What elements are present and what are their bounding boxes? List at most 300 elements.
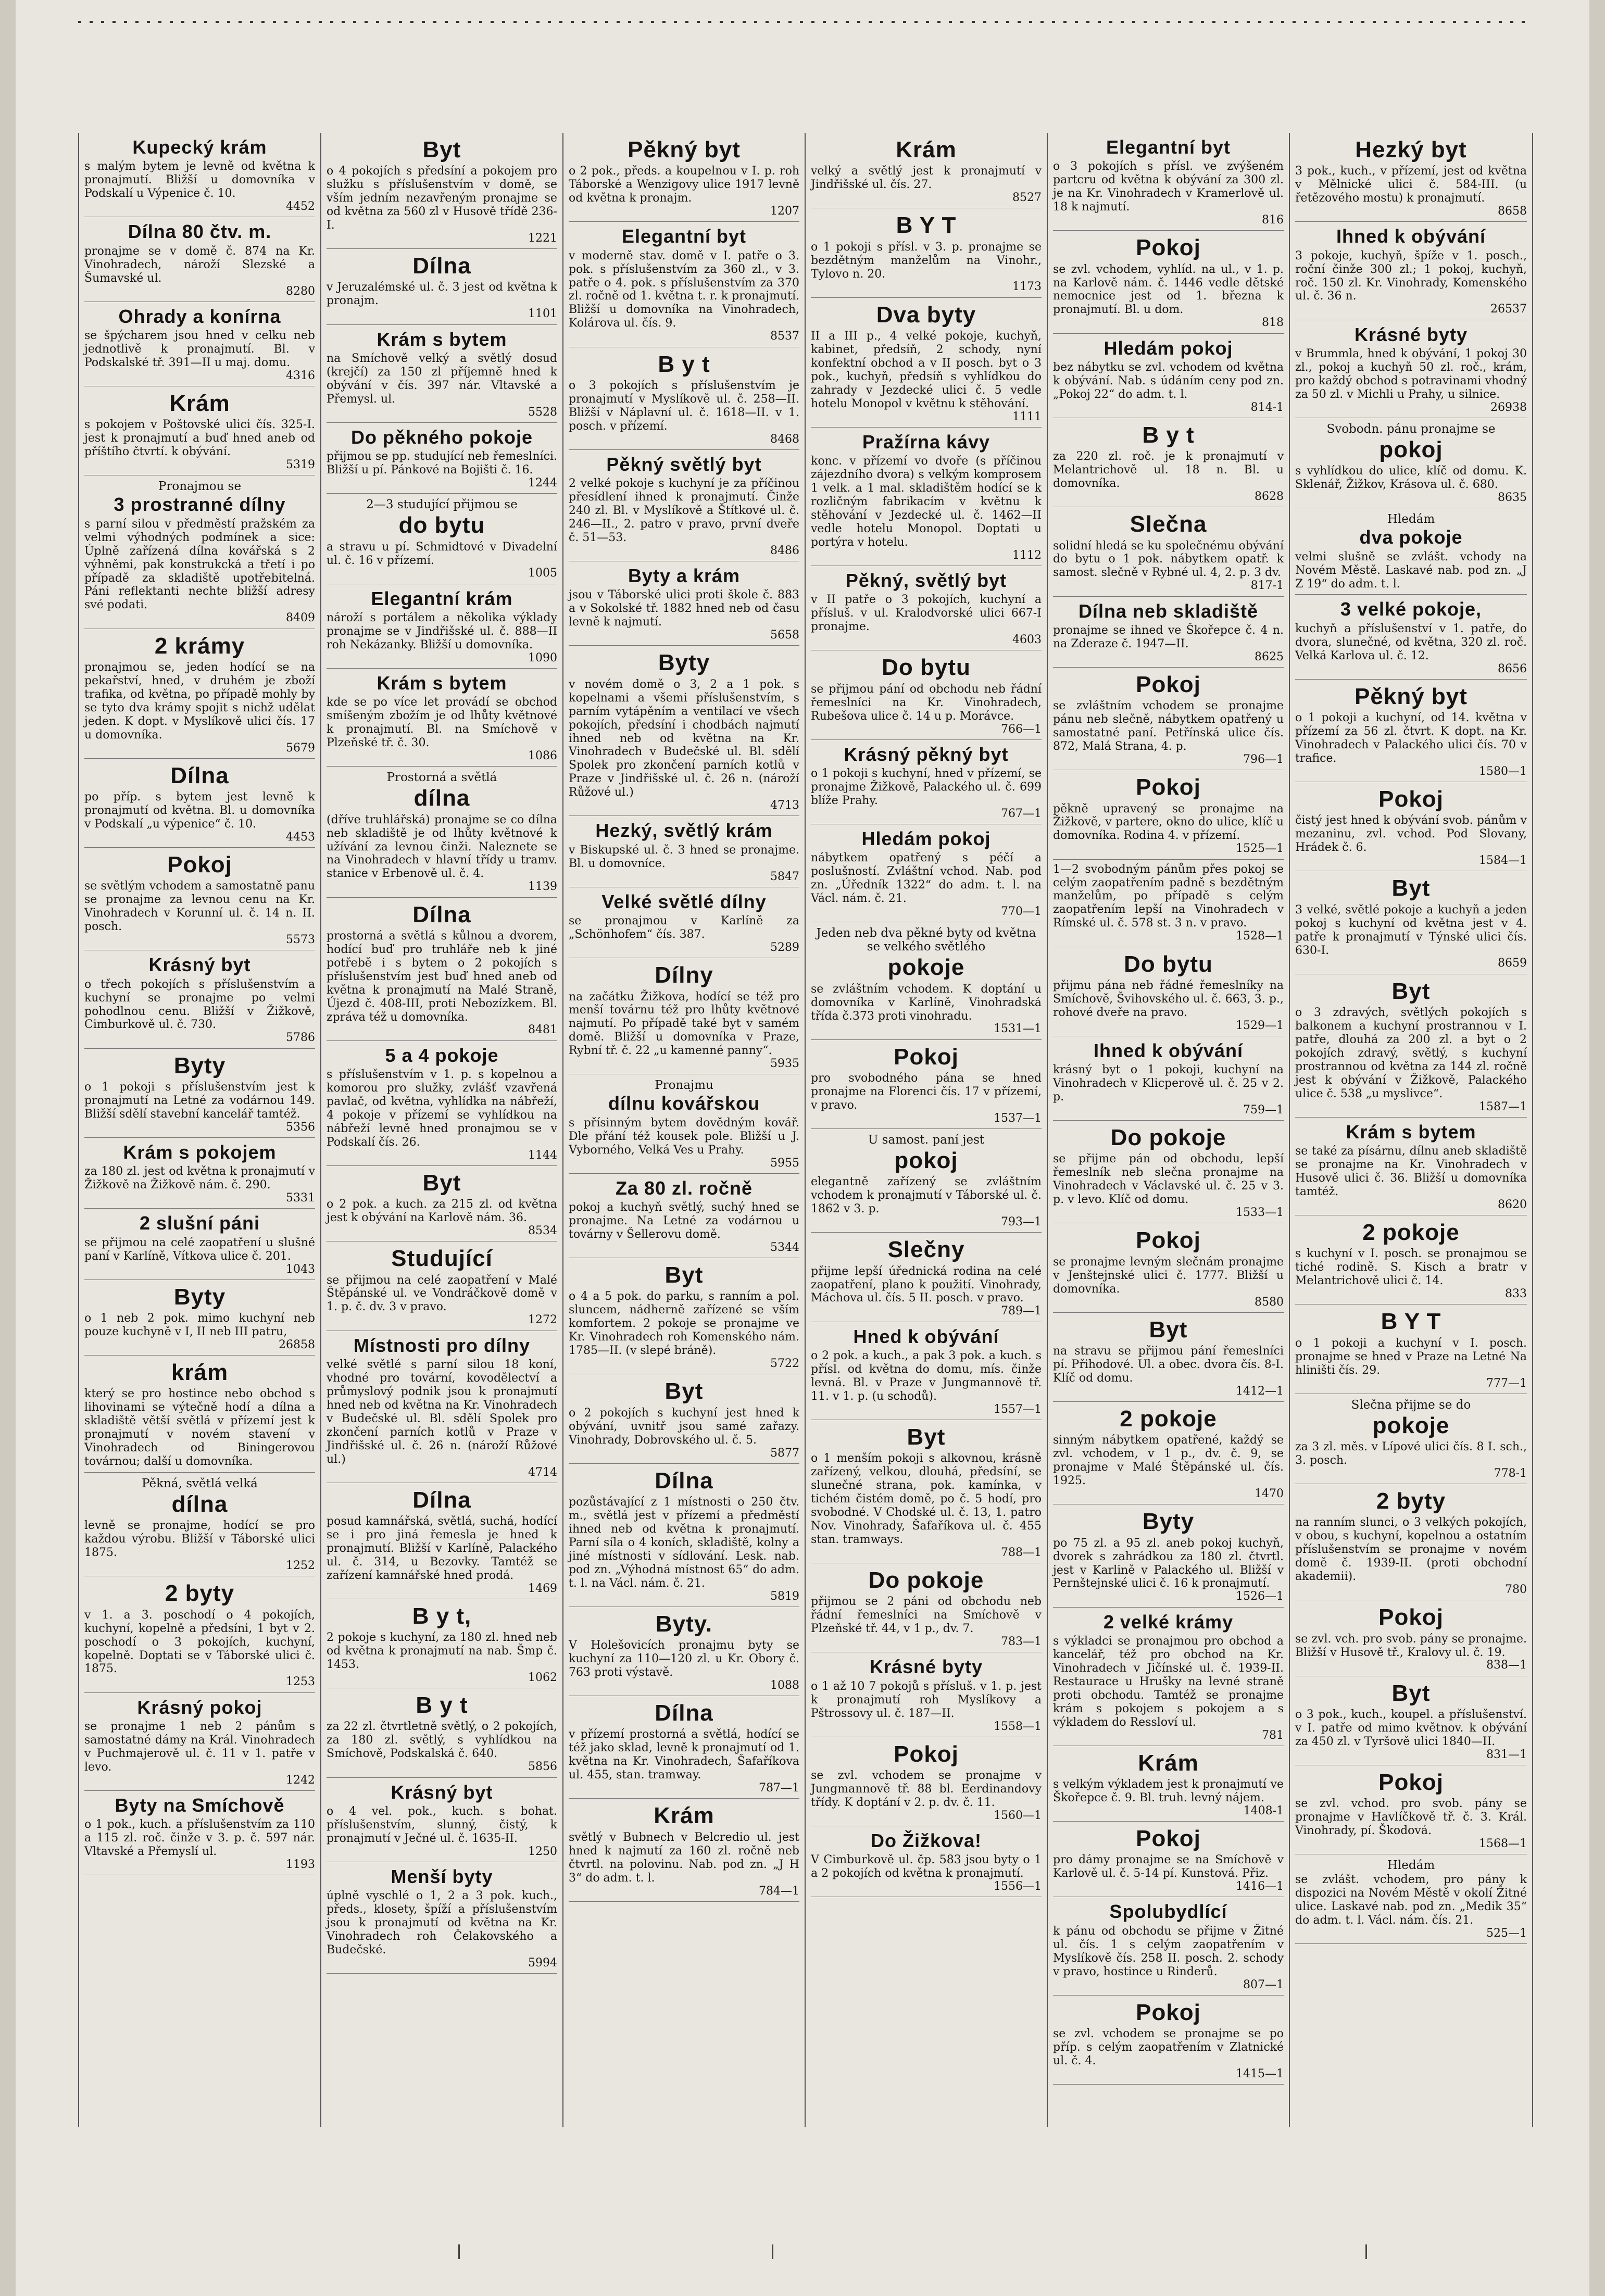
ad-headline: 2 byty [165,1580,235,1607]
classified-ad [84,475,315,629]
ad-body: v přízemí prostorná a světlá, hodící se též jako sklad, levně k pronajmutí od 1. května na Kr. Vinohradech, Šafaříkova ul. 455, stan. tramway. [569,1728,799,1782]
ad-headline: dva pokoje [1359,526,1463,548]
ad-body: jsou v Táborské ulici proti škole č. 883 a v Sokolské tř. 1882 hned neb od času levně k najmutí. [569,588,799,629]
ad-body: přijmou se pp. studující neb řemeslníci. Bližší u pí. Pánkové na Bojišti č. 16. [327,450,557,477]
ad-code: 8280 [286,284,315,298]
ad-code: 5935 [770,1057,799,1071]
classified-ad [84,1473,315,1576]
ad-body: k pánu od obchodu se přijme v Žitné ul. čís. 1 s celým zaopatřením v Myslíkově čís. 258 II. posch. 2. schody v pravo, hostince u Rinderů. [1053,1924,1284,1978]
ad-code: 787—1 [759,1781,799,1795]
ad-headline: 3 prostranné dílny [114,494,286,516]
classified-ad [327,669,557,767]
ad-headline: 2 pokoje [1120,1406,1217,1432]
classified-ad [327,325,557,423]
ad-body: se špýcharem jsou hned v celku neb jednotlivě k pronajmutí. Bl. v Podskalské tř. 391—II u maj. domu. [84,329,315,369]
classified-ad [1053,334,1284,418]
ad-code: 838—1 [1486,1659,1527,1672]
classified-ad [1053,1036,1284,1121]
ad-code: 784—1 [759,1884,799,1898]
ad-code: 1557—1 [994,1402,1042,1416]
classified-ad [327,1688,557,1777]
ad-code: 793—1 [1001,1215,1042,1229]
ad-headline: Byt [664,1378,704,1404]
classified-ad [569,887,799,958]
ad-code: 5994 [528,1956,557,1969]
classified-ad [1053,668,1284,770]
ad-code: 1469 [528,1582,557,1595]
ad-headline: Elegantní byt [621,225,747,247]
ad-headline: Do bytu [882,655,971,681]
ad-headline: Dílna [412,1487,471,1513]
classified-ad [569,450,799,561]
ad-body: se zvlášt. vchodem, pro pány k dispozici na Novém Městě v okolí Žitné ulice. Laskavé nab. pod zn. „Medik 35“ do adm. t. l. Václ. nám. čís. 21. [1295,1873,1527,1927]
ad-body: velký a světlý jest k pronajmutí v Jindřišské ul. čís. 27. [811,165,1042,192]
ad-code: 5344 [770,1241,799,1254]
ad-column [79,133,321,2127]
ad-body: se pronajmou v Karlíně za „Schönhofem“ čís. 387. [569,914,799,942]
ad-code: 8620 [1498,1198,1527,1211]
ad-code: 4452 [286,200,315,214]
ad-body: za 3 zl. měs. v Lípové ulici čís. 8 I. sch., 3. posch. [1295,1440,1527,1467]
ad-code: 1242 [286,1773,315,1787]
classified-ad [811,824,1042,922]
classified-ad [1053,597,1284,668]
ad-headline: Kupecký krám [132,136,267,158]
classified-ad [569,133,799,222]
ad-body: s výkladci se pronajmou pro obchod a kancelář, též pro obchod na Kr. Vinohradech v Jičínské ul. č. 1939-II. Restaurace u Hrušky na levné straně proti obchodu. Tamtéž se pronajme krám s pokojem s pokojem a s výkladem do Ressloví ul. [1053,1634,1284,1729]
ad-body: pěkně upravený se pronajme na Žižkově, v partere, okno do ulice, klíč u domovníka. Rodina 4. v přízemí. [1053,802,1284,843]
ad-code: 5528 [528,405,557,419]
ad-code: 4316 [286,369,315,382]
ad-body: o 2 pok. a kuch., a pak 3 pok. a kuch. s přísl. od května do domu, mís. činže levná. Bl. v Praze v Jungmannově tř. 11. v 1. p. (u schodů). [811,1349,1042,1403]
ad-headline: Krám [896,137,957,162]
ad-subhead: Hledám [1387,1859,1435,1873]
ad-body: posud kamnářská, světlá, suchá, hodící se i pro jiná řemesla je hned k pronajmutí. Bližší v Karlíně, Palackého ul. č. 314, u Bezovky. Tamtéž se zařízení kamnářské hned prodá. [327,1514,557,1582]
ad-body: levně se pronajme, hodící se pro každou výrobu. Bližší v Táborské ulici 1875. [84,1519,315,1560]
ad-code: 767—1 [1001,807,1042,820]
classified-ad [1053,1313,1284,1402]
ad-code: 817-1 [1250,579,1284,593]
classified-ad [569,1258,799,1374]
classified-ad [569,347,799,450]
ad-body: sinným nábytkem opatřené, každý se zvl. vchodem, v 1 p., dv. č. 9, se pronajme v Malé Štěpánské ul. čís. 1925. [1053,1434,1284,1488]
ad-body: o 1 pokoji s přísl. v 3. p. pronajme se bezdětným manželům na Vinohr., Tylovo n. 20. [811,240,1042,281]
ad-body: úplně vyschlé o 1, 2 a 3 pok. kuch., předs., klosety, špíží a příslušenstvím jsou k pronajmutí od května na Kr. Vinohradech roh Čelakovského a Budečské. [327,1889,557,1957]
classified-ad [811,650,1042,739]
ad-headline: Byt [1391,978,1431,1004]
ad-code: 525—1 [1486,1927,1527,1940]
ad-body: v moderně stav. domě v I. patře o 3. pok. s příslušenstvím za 360 zl., v 3. patře o 4. pok. s příslušenstvím za 370 zl. ročně od 1. května t. r. k pronajmutí. Bližší u domovníka na Vinohradech, Kolárova ul. čís. 9. [569,249,799,330]
classified-ad [327,249,557,324]
classified-ad [84,1138,315,1209]
ad-headline: Pěkný, světlý byt [845,570,1007,592]
ad-headline: Dílny [655,962,713,988]
ad-subhead: Pronajmu [655,1078,713,1093]
ad-headline: Do pokoje [868,1567,984,1594]
ad-headline: B y t [658,351,710,377]
classified-ad [84,1356,315,1473]
ad-body: za 180 zl. jest od května k pronajmutí v Žižkově na Žižkově nám. č. 290. [84,1165,315,1192]
ad-subhead: Svobodn. pánu pronajme se [1326,422,1496,436]
ad-code: 1207 [770,205,799,218]
ad-body: přijmu pána neb řádné řemeslníky na Smíchově, Švihovského ul. č. 663, 3. p., rohové dveře na pravo. [1053,978,1284,1019]
ad-headline: Byt [1149,1316,1188,1343]
classified-ad [1053,1121,1284,1223]
classified-ad [569,1607,799,1696]
ad-code: 1584—1 [1479,854,1527,868]
ad-headline: Krám [169,391,230,417]
ad-body: o 3 zdravých, světlých pokojích s balkonem a kuchyní prostrannou v I. patře, dlouhá za 200 zl. a byt o 2 pokojích zdravý, světlý, s kuchyní prostrannou od května za 144 zl. ročně jest k obývání v Žižkově, Palackého ulice č. 538 „u myslivce“. [1295,1006,1527,1100]
ad-headline: Pokoj [894,1044,959,1070]
ad-headline: Do pokoje [1110,1125,1226,1151]
ad-headline: dílna [413,785,470,811]
classified-ad [569,646,799,816]
ad-headline: Pokoj [1136,1999,1201,2025]
classified-ad [569,1174,799,1258]
ad-column [806,133,1048,2127]
ad-headline: Krám [654,1803,714,1829]
classified-ad [811,1420,1042,1563]
classified-ad [327,1862,557,1974]
classified-ad [1053,1608,1284,1746]
ad-headline: dílnu kovářskou [608,1093,760,1114]
ad-body: o 1 pokoji a kuchyní v I. posch. pronajme se hned v Praze na Letné Na hliništi čís. 29. [1295,1336,1527,1377]
classified-ad [327,1599,557,1688]
bottom-tick-mark [1365,2244,1367,2259]
ad-body: s vyhlídkou do ulice, klíč od domu. K. Sklenář, Žižkov, Krásova ul. č. 680. [1295,465,1527,492]
ad-headline: pokoj [894,1147,958,1173]
ad-headline: Pěkný byt [1355,683,1468,709]
ad-code: 5955 [770,1156,799,1170]
ad-headline: Pokoj [1378,1604,1444,1630]
ad-code: 778-1 [1494,1466,1527,1480]
ad-column [1048,133,1290,2127]
ad-body: se zvláštním vchodem. K doptání u domovníka v Karlíně, Vinohradská třída č.373 proti vinohradu. [811,982,1042,1023]
classified-ad [569,816,799,887]
ad-column [321,133,563,2127]
ad-body: bez nábytku se zvl. vchodem od května k obývání. Nab. s údáním ceny pod zn. „Pokoj 22“ do adm. t. l. [1053,360,1284,401]
ad-body: prostorná a světlá s kůlnou a dvorem, hodící buď pro truhláře neb k jiné potřebě i s bytem o 2 pokojích s příslušenstvím jest buď hned aneb od května k pronajmutí na Malé Straně, Újezd č. 408-III, proti Nebozízkem. Bl. zpráva též u domovníka. [327,929,557,1024]
classified-ad [1053,770,1284,859]
ad-headline: 2 krámy [154,633,245,659]
ad-headline: Krásný pěkný byt [844,743,1009,765]
ad-code: 8537 [770,330,799,343]
ad-code: 759—1 [1243,1103,1284,1116]
classified-ad [569,1696,799,1799]
classified-ad [1295,1484,1527,1600]
ad-body: a stravu u pí. Schmidtové v Divadelní ul. č. 16 v přízemí. [327,540,557,567]
ad-headline: Dílna 80 čtv. m. [128,221,272,243]
ad-body: světlý v Bubnech v Belcredio ul. jest hned k najmutí za 160 zl. ročně neb čtvrtl. na polovinu. Nab. pod zn. „J H 3“ do adm. t. l. [569,1830,799,1885]
ad-body: o 1 pokoji a kuchyní, od 14. května v přízemí za 56 zl. čtvrt. K dopt. na Kr. Vinohradech v Palackého ulici čís. 70 v trafice. [1295,711,1527,765]
ad-code: 8409 [286,611,315,625]
ad-code: 789—1 [1001,1304,1042,1318]
ad-code: 8656 [1498,662,1527,675]
ad-body: na stravu se přijmou pání řemeslníci pí. Přihodové. Ul. a obec. dvora čís. 8-I. Klíč od domu. [1053,1345,1284,1385]
ad-headline: Místnosti pro dílny [354,1334,530,1356]
classified-ad [84,1693,315,1791]
ad-code: 1086 [528,749,557,763]
classified-ad [1295,782,1527,871]
ad-headline: Byty. [655,1611,713,1637]
classified-ad [1053,418,1284,507]
ad-code: 5877 [770,1446,799,1460]
ad-headline: Krásné byty [1354,323,1468,345]
ad-body: velké světlé s parní silou 18 koní, vhodné pro tovární, kovodělectví a průmyslový podnik jsou k pronajmutí hned neb od května na Kr. Vinohradech v Budečské ul. Bl. sdělí Spolek pro zkončení parních kotlů v Praze v Jindřišské ul. č. 26 n. (nároží Růžové ul.) [327,1358,557,1466]
ad-code: 796—1 [1243,753,1284,767]
classified-ad [327,1331,557,1483]
ad-headline: Pokoj [1378,786,1444,812]
ad-body: elegantně zařízený se zvláštním vchodem k pronajmutí v Táborské ul. č. 1862 v 3. p. [811,1175,1042,1216]
ad-body: nároží s portálem a několika výklady pronajme se v Jindřišské ul. č. 888—II roh Nekázanky. Bližší u domovníka. [327,611,557,651]
ad-body: v Jeruzalémské ul. č. 3 jest od května k pronajm. [327,281,557,308]
classified-ad [327,1041,557,1166]
ad-code: 781 [1262,1728,1284,1742]
ad-headline: do bytu [398,512,485,538]
ad-code: 5319 [286,458,315,472]
ad-headline: Byty [658,650,710,676]
ad-body: se zvláštním vchodem se pronajme pánu neb slečně, nábytkem opatřený u samostatné paní. Petřínská ulice čís. 872, Malá Strana, 4. p. [1053,699,1284,754]
classified-ad [1053,133,1284,231]
ad-subhead: Pěkná, světlá velká [142,1477,258,1491]
ad-body: čistý jest hned k obývání svob. pánům v mezaninu, zvl. vchod. Pod Slovany, Hrádek č. 6. [1295,814,1527,855]
classified-ad [84,386,315,475]
classified-ad [811,1233,1042,1322]
ad-body: o 3 pok., kuch., koupel. a příslušenství. v I. patře od mimo květnov. k obývání za 450 zl. v Tyršově ulici 1840—II. [1295,1708,1527,1748]
ad-headline: Hezký byt [1355,137,1467,162]
ad-headline: B y t [1142,422,1195,448]
ad-headline: B Y T [896,212,957,239]
ad-body: o 2 pok. a kuch. za 215 zl. od května jest k obývání na Karlově nám. 36. [327,1198,557,1225]
bottom-tick-mark [458,2244,460,2259]
ad-column [563,133,806,2127]
ad-code: 1112 [1012,548,1042,562]
ad-headline: Slečna [1130,511,1207,537]
ad-headline: Krásné byty [869,1656,983,1678]
ad-headline: Menší byty [391,1865,493,1887]
ad-body: za 220 zl. roč. je k pronajmutí v Melantrichově ul. 18 n. Bl. u domovníka. [1053,450,1284,491]
classified-ad [84,1791,315,1875]
ad-code: 4714 [528,1465,557,1479]
classified-ad [84,759,315,848]
ad-body: za 22 zl. čtvrtletně světlý, o 2 pokojích, za 180 zl. světlý, s vyhlídkou na Smíchově, Podskalská č. 640. [327,1720,557,1761]
ad-headline: Pokoj [1136,1826,1201,1852]
classified-ad [811,922,1042,1039]
ad-body: se přijmou na celé zaopatření v Malé Štěpánské ul. ve Vondráčkově domě v 1. p. č. dv. 3 v pravo. [327,1273,557,1314]
ad-headline: Hledám pokoj [1104,337,1233,359]
classified-ad [1295,974,1527,1118]
classified-ad [569,1074,799,1173]
ad-code: 1531—1 [994,1022,1042,1036]
ad-subhead: Slečna přijme se do [1351,1398,1471,1412]
classified-ad [327,1166,557,1241]
ad-body: se světlým vchodem a samostatně panu se pronajme za levnou cenu na Kr. Vinohradech v Korunní ul. č. 14 n. II. posch. [84,880,315,934]
ad-code: 1244 [528,476,557,490]
ad-body: se zvl. vchodem, vyhlíd. na ul., v 1. p. na Karlově nám. č. 1446 vedle dětské nemocnice jest od 1. března k pronajmutí. Bl. u dom. [1053,262,1284,317]
ad-code: 788—1 [1001,1546,1042,1559]
ad-code: 5356 [286,1120,315,1134]
classified-ad [1053,231,1284,333]
ad-headline: 5 a 4 pokoje [385,1044,499,1066]
ad-body: 3 velké, světlé pokoje a kuchyň a jeden pokoj s kuchyní od května jest v 4. patře k pronajmutí v Týnské ulici čís. 630-I. [1295,903,1527,957]
ad-subhead: 2—3 studující přijmou se [366,498,518,512]
classified-ad [1053,1504,1284,1607]
ad-body: II a III p., 4 velké pokoje, kuchyň, kabinet, předsíň, 2 schody, nyní konfektní obchod a v II posch. byt o 3 pok., kuchyň, předsíň s vyhlídkou do zahrady v Jezdecké ulici č. 5 vedle hotelu Monopol v květnu k stěhování. [811,329,1042,410]
ad-code: 1173 [1012,280,1042,294]
classified-ad [811,740,1042,824]
ad-headline: Dílna [412,253,471,279]
ad-headline: Dílna [655,1700,713,1726]
ad-body: o 1 menším pokoji s alkovnou, krásně zařízený, velkou, dlouhá, předsíní, se slunečné strana, pok. kamínka, v tichém čistém domě, po č. 5 hodí, pro svobodné. V Chodské ul. č. 13, 1. patro Nov. Vinohrady, Šafaříkova ul. č. 455 stan. tramways. [811,1452,1042,1546]
ad-body: přijme lepší úřednická rodina na celé zaopatření, plano k použití. Vinohrady, Máchova ul. čís. 5 II. posch. v pravo. [811,1264,1042,1305]
top-cut-line [78,21,1531,23]
ad-code: 8659 [1498,957,1527,970]
ad-headline: 3 velké pokoje, [1340,598,1482,620]
ad-code: 1043 [286,1262,315,1276]
ad-code: 26537 [1490,303,1527,316]
ad-headline: Pokoj [1136,235,1201,261]
ad-code: 777—1 [1486,1376,1527,1390]
ad-column [1290,133,1532,2127]
ad-headline: Pokoj [167,852,232,878]
ad-code: 1525—1 [1236,842,1284,856]
ad-headline: Krám s pokojem [123,1141,277,1163]
ad-headline: Byt [422,137,461,162]
classified-ad [84,629,315,759]
ad-body: 3 pok., kuch., v přízemí, jest od května v Mělnické ulici č. 584-III. (u řetězového mostu) k pronajmutí. [1295,165,1527,205]
ad-headline: Pěkný světlý byt [606,453,762,475]
ad-body: kde se po více let provádí se obchod smíšeným zbožím je od lhůty květnové k pronajmutí. Bl. na Smíchově v Plzeňské tř. č. 30. [327,696,557,750]
classified-ads-page [78,133,1533,2127]
ad-headline: Dílna [170,762,229,788]
ad-code: 26858 [279,1338,315,1351]
ad-headline: pokoje [887,955,965,981]
ad-body: o 2 pok., předs. a koupelnou v I. p. roh Táborské a Wenzigovy ulice 1917 levně od května k pronajm. [569,165,799,205]
ad-body: s kuchyní v I. posch. se pronajmou se tiché rodině. S. Kisch a bratr v Melantrichově ulici č. 14. [1295,1247,1527,1288]
classified-ad [84,1209,315,1279]
classified-ad [1295,1854,1527,1944]
ad-headline: pokoj [1379,436,1443,462]
ad-body: krásný byt o 1 pokoji, kuchyní na Vinohradech v Klicperově ul. č. 25 v 2. p. [1053,1063,1284,1104]
ad-headline: Krásný byt [148,954,251,976]
ad-subhead: Hledám [1387,512,1435,526]
classified-ad [811,1737,1042,1826]
ad-body: o třech pokojích s příslušenstvím a kuchyní se pronajme po velmi pohodlnou cenu. Bližší v Žižkově, Cimburkově ul. č. 730. [84,977,315,1032]
ad-subhead: Jeden neb dva pěkné byty od května se velkého světlého [816,926,1036,954]
ad-headline: Do Žižkova! [870,1830,982,1852]
ad-headline: Krásný pokoj [137,1696,262,1718]
ad-headline: Byty [173,1052,226,1078]
ad-body: o 3 pokojích s přísl. ve zvýšeném partcru od května k obývání za 300 zl. je na Kr. Vinohradech v Kramerlově ul. 18 k najmutí. [1053,160,1284,214]
ad-code: 1528—1 [1236,930,1284,943]
ad-body: 2 pokoje s kuchyní, za 180 zl. hned neb od května k pronajmutí na nab. Šmp č. 1453. [327,1631,557,1672]
classified-ad [811,1129,1042,1233]
ad-body: 3 pokoje, kuchyň, špíže v 1. posch., roční činže 300 zl.; 1 pokoj, kuchyň, roč. 150 zl. Kr. Vinohrady, Komenského ul. č. 36 n. [1295,249,1527,303]
ad-code: 5331 [286,1191,315,1205]
ad-headline: Byt [1391,1680,1431,1706]
ad-body: o 1 neb 2 pok. mimo kuchyní neb pouze kuchyně v I, II neb III patru, [84,1312,315,1338]
classified-ad [84,302,315,386]
ad-headline: Krám s bytem [1346,1121,1476,1143]
ad-body: v II patře o 3 pokojích, kuchyní a přísluš. v ul. Kralodvorské ulici 667-I pronajme. [811,593,1042,634]
ad-body: velmi slušně se zvlášt. vchody na Novém Městě. Laskavé nab. pod zn. „J Z 19“ do adm. t. l. [1295,550,1527,591]
classified-ad [1295,1394,1527,1484]
ad-headline: Krám s bytem [377,672,507,694]
ad-body: v 1. a 3. poschodí o 4 pokojích, kuchyní, kopelně a předsíni, 1 byt v 2. poschodí o 3 pokojích, kuchyní, kopelně. Doptati se v Táborské ulici č. 1875. [84,1608,315,1676]
ad-headline: Pokoj [894,1741,959,1767]
ad-code: 1144 [528,1148,557,1162]
ad-body: o 4 a 5 pok. do parku, s ranním a pol. sluncem, nádherně zařízené se vším komfortem. 2 pokoje se pronajme ve Kr. Vinohradech roh Komenského nám. 1785—II. (v slepé bráně). [569,1290,799,1358]
ad-code: 807—1 [1243,1978,1284,1991]
ad-body: na Smíchově velký a světlý dosud (krejčí) za 150 zl příjemně hned k obývání v čís. 397 nár. Vltavské a Přemysl. ul. [327,352,557,406]
ad-headline: Byty a krám [628,565,741,587]
ad-code: 1272 [528,1313,557,1327]
ad-code: 5786 [286,1031,315,1045]
classified-ad [1053,860,1284,947]
classified-ad [1295,133,1527,222]
ad-code: 1253 [286,1675,315,1689]
ad-code: 4453 [286,830,315,844]
ad-body: který se pro hostince nebo obchod s lihovinami se výtečně hodí a dílna a skladiště větší světlá v přízemí jest k pronajmutí v novém stavení v Vinohradech od Biningerovou továrnou; další u domovníka. [84,1387,315,1469]
ad-headline: Byty [1142,1509,1195,1535]
ad-body: o 1 až 10 7 pokojů s přísluš. v 1. p. jest k pronajmutí roh Myslíkovy a Pštrossovy ul. č. 187—II. [811,1679,1042,1720]
ad-code: 5856 [528,1760,557,1774]
ad-code: 8481 [528,1023,557,1037]
classified-ad [84,1049,315,1138]
classified-ad [1295,595,1527,679]
ad-headline: Ihned k obývání [1336,225,1486,247]
classified-ad [1295,320,1527,418]
ad-code: 770—1 [1001,905,1042,919]
classified-ad [84,950,315,1048]
ad-code: 1415—1 [1236,2067,1284,2080]
ad-code: 1470 [1255,1487,1284,1501]
ad-headline: Pokoj [1136,671,1201,697]
ad-code: 1193 [286,1858,315,1872]
classified-ad [1295,1304,1527,1394]
classified-ad [1053,1746,1284,1822]
classified-ad [1295,222,1527,320]
ad-body: s přísinným bytem dovědným kovář. Dle přání též kousek pole. Bližší u J. Vyborného, Velká Ves u Prahy. [569,1116,799,1157]
ad-headline: krám [171,1360,229,1386]
classified-ad [569,1799,799,1901]
ad-headline: Dílna [412,901,471,927]
ad-code: 26938 [1490,400,1527,414]
ad-code: 1139 [528,880,557,894]
ad-body: se přijmou pání od obchodu neb řádní řemeslníci na Kr. Vinohradech, Rubešova ulice č. 14 u p. Morávce. [811,682,1042,723]
classified-ad [84,133,315,217]
ad-body: v Brummla, hned k obývání, 1 pokoj 30 zl., pokoj a kuchyň 50 zl. roč., krám, pro každý obchod s potravinami vhodný za 50 zl. v Michli u Prahy, u silnice. [1295,347,1527,401]
classified-ad [811,1322,1042,1420]
classified-ad [1295,1600,1527,1676]
ad-body: 2 velké pokoje s kuchyní je za příčinou přesídlení ihned k pronajmutí. Činže 240 zl. Bl. v Myslíkově a Štítkové ul. č. 246—II., 2. patro v pravo, první dveře č. 51—53. [569,477,799,544]
ad-headline: Elegantní byt [1106,136,1231,158]
ad-headline: Velké světlé dílny [601,890,767,912]
classified-ad [811,1563,1042,1652]
ad-headline: Byt [1391,875,1431,901]
ad-body: o 1 pokoji s příslušenstvím jest k pronajmutí na Letné za vodárnou 149. Bližší sdělí stavební kancelář tamtéž. [84,1080,315,1121]
ad-code: 1533—1 [1236,1206,1284,1220]
ad-code: 8534 [528,1224,557,1238]
ad-headline: Pokoj [1378,1769,1444,1795]
ad-headline: Krám [1138,1750,1199,1776]
ad-body: s malým bytem je levně od května k pronajmutí. Bližší u domovníka v Podskalí u Výpenice č. 10. [84,160,315,200]
ad-body: se zvl. vch. pro svob. pány se pronajme. Bližší v Husově tř., Kralovy ul. č. 19. [1295,1632,1527,1659]
ad-code: 8628 [1255,490,1284,504]
classified-ad [327,133,557,249]
ad-body: o 2 pokojích s kuchyní jest hned k obývání, uvnitř jsou samé zařazy. Vinohrady, Dobrovského ul. č. 5. [569,1406,799,1447]
ad-subhead: Prostorná a světlá [386,771,497,785]
